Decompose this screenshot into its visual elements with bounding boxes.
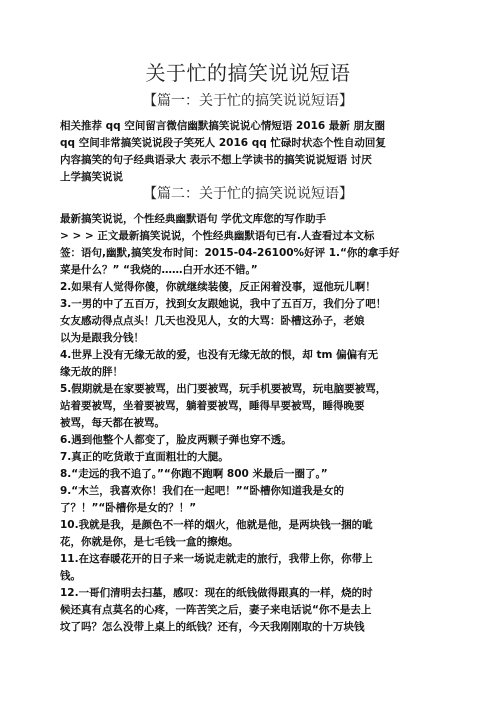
text-line: 钱。 xyxy=(60,570,81,582)
section-heading-1: 【篇一：关于忙的搞笑说说短语】 xyxy=(143,93,353,109)
section-heading-2: 【篇二：关于忙的搞笑说说短语】 xyxy=(143,186,353,202)
text-line: 候还真有点莫名的心疼，一阵苦笑之后，妻子来电话说“你不是去上 xyxy=(60,604,372,616)
text-line: 缘无故的胖！ xyxy=(60,366,123,378)
section-1-body xyxy=(60,118,440,186)
text-line: 签：语句,幽默,搞笑发布时间：2015-04-26100%好评 1.“你的拿手好 xyxy=(60,247,400,259)
text-line: 坟了吗？怎么没带上桌上的纸钱？还有，今天我刚刚取的十万块钱 xyxy=(60,621,365,633)
text-line: 9.“木兰，我喜欢你！我们在一起吧！”“卧槽你知道我是女的 xyxy=(60,485,344,497)
text-line: 11.在这春暖花开的日子来一场说走就走的旅行，我带上你，你带上 xyxy=(60,553,373,565)
text-line: 3.一男的中了五百万，找到女友跟她说，我中了五百万，我们分了吧！ xyxy=(60,298,387,310)
text-line: 10.我就是我，是颜色不一样的烟火，他就是他，是两块钱一捆的呲 xyxy=(60,519,373,531)
text-line: 4.世界上没有无缘无故的爱，也没有无缘无故的恨，却 tm 偏偏有无 xyxy=(60,349,379,361)
text-line: 了？！”“卧槽你是女的？！” xyxy=(60,502,197,514)
document-title: 关于忙的搞笑说说短语 xyxy=(145,61,351,85)
text-line: 菜是什么？” “我烧的……白开水还不错。” xyxy=(60,264,258,276)
text-line: 站着要被骂，坐着要被骂，躺着要被骂，睡得早要被骂，睡得晚要 xyxy=(60,400,365,412)
text-line: 6.遇到他整个人都变了，脸皮两颗子弹也穿不透。 xyxy=(60,434,292,446)
text-line: 花，你就是你，是七毛钱一盒的擦炮。 xyxy=(60,536,239,548)
text-line: 12.一哥们清明去扫墓，感叹：现在的纸钱做得跟真的一样，烧的时 xyxy=(60,587,373,599)
text-line: 以为是跟我分钱！ xyxy=(60,332,144,344)
text-line: 相关推荐 qq 空间留言微信幽默搞笑说说心情短语 2016 最新 朋友圈 xyxy=(60,120,386,132)
text-line: > > > 正文最新搞笑说说，个性经典幽默语句已有.人查看过本文标 xyxy=(60,230,375,242)
text-line: 被骂，每天都在被骂。 xyxy=(60,417,165,429)
section-2-body xyxy=(60,211,440,636)
text-line: 女友感动得点点头！几天也没见人，女的大骂：卧槽这孙子，老娘 xyxy=(60,315,365,327)
text-line: 内容搞笑的句子经典语录大 表示不想上学读书的搞笑说说短语 讨厌 xyxy=(60,154,372,166)
text-line: 最新搞笑说说，个性经典幽默语句 学优文库您的写作助手 xyxy=(60,213,327,225)
text-line: 8.“走远的我不追了。”“你跑不跑啊 800 米最后一圈了。” xyxy=(60,468,328,480)
text-line: 5.假期就是在家要被骂，出门要被骂，玩手机要被骂，玩电脑要被骂， xyxy=(60,383,387,395)
text-line: 7.真正的吃货敢于直面粗壮的大腿。 xyxy=(60,451,229,463)
text-line: 2.如果有人觉得你傻，你就继续装傻，反正闲着没事，逗他玩儿啊！ xyxy=(60,281,376,293)
text-line: 上学搞笑说说 xyxy=(60,171,123,183)
text-line: qq 空间非常搞笑说说段子笑死人 2016 qq 忙碌时状态个性自动回复 xyxy=(60,137,386,149)
